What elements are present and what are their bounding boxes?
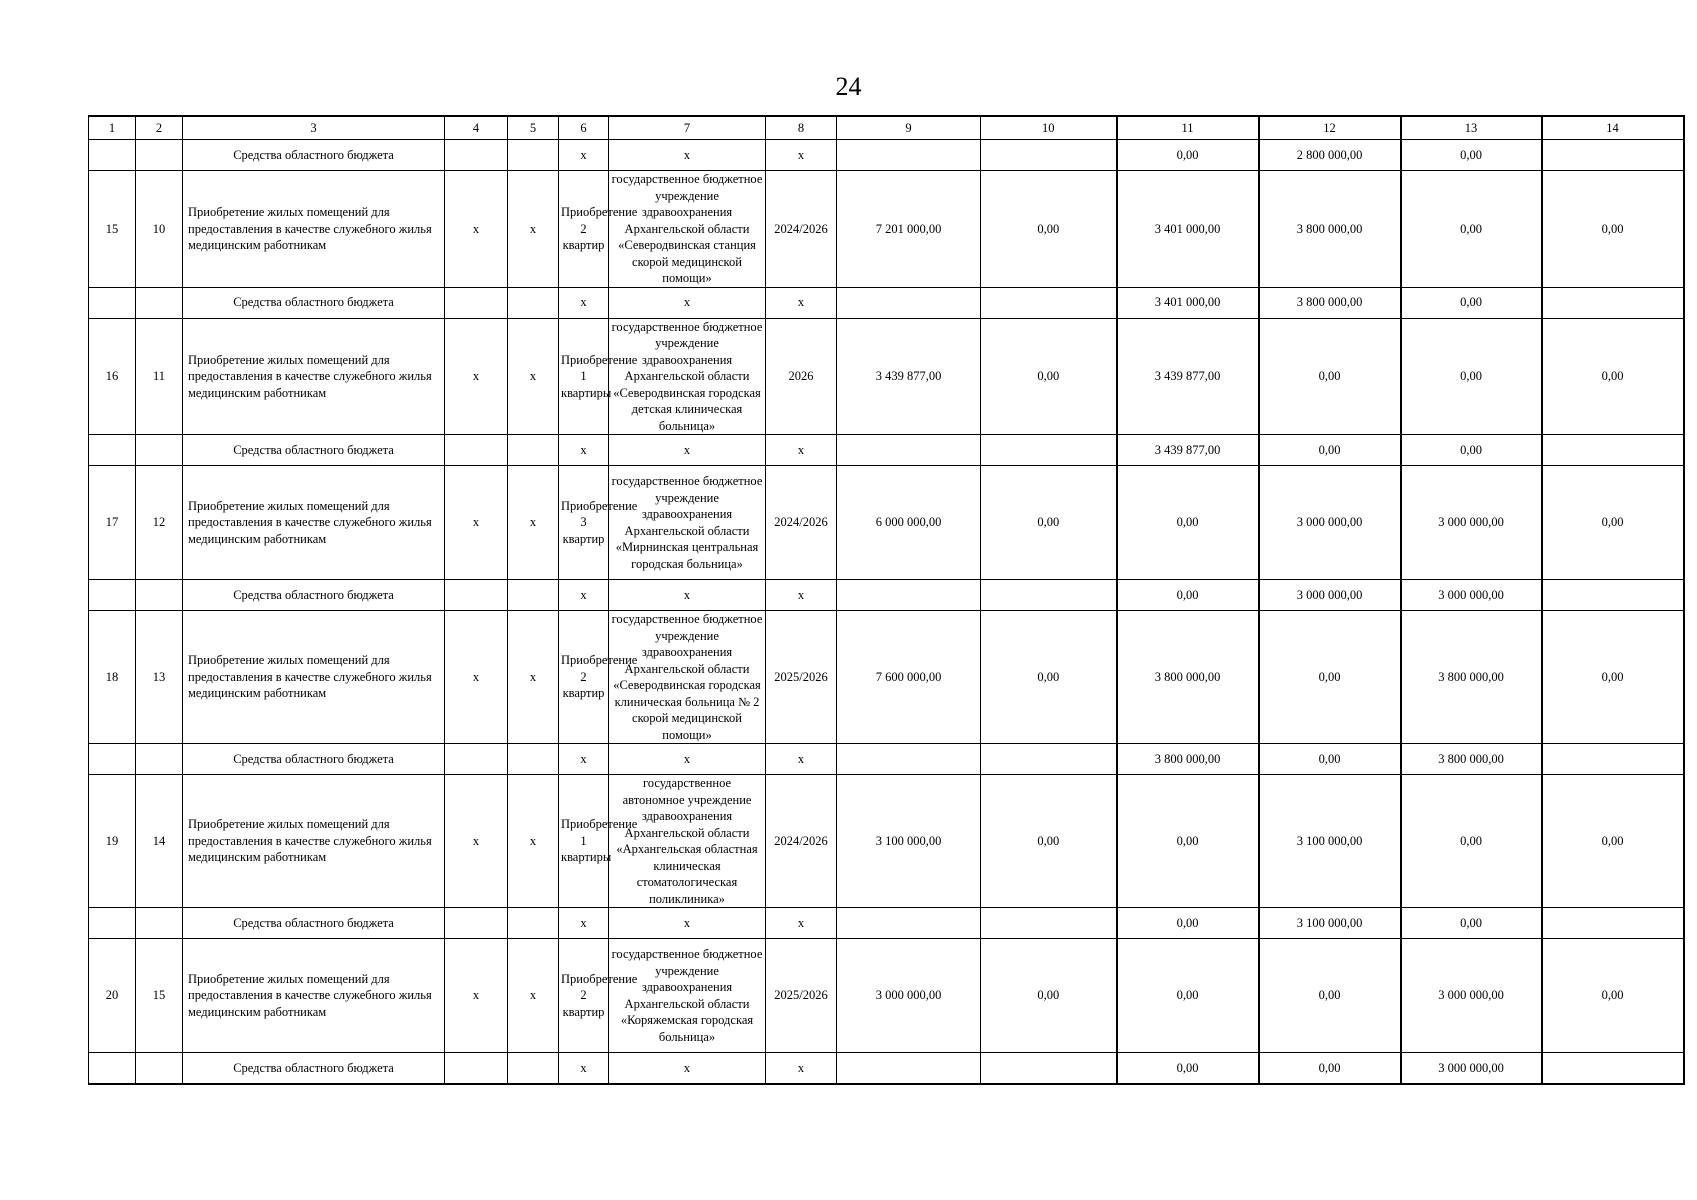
amount-2026-cell: 3 000 000,00 — [1401, 580, 1542, 611]
col14-cell — [1542, 1053, 1684, 1085]
table-row — [89, 939, 1684, 1053]
item-name-cell: Средства областного бюджета — [183, 435, 445, 466]
table-body — [89, 116, 1684, 1084]
item-number-cell — [136, 908, 183, 939]
col10-cell — [981, 140, 1117, 171]
col14-cell — [1542, 435, 1684, 466]
period-cell: 2026 — [766, 318, 837, 435]
col10-cell: 0,00 — [981, 466, 1117, 580]
row-number-cell — [89, 287, 136, 318]
row-number-cell — [89, 1053, 136, 1085]
amount-2024-cell: 0,00 — [1117, 580, 1259, 611]
amount-2025-cell: 3 000 000,00 — [1259, 580, 1401, 611]
header-cell: 8 — [766, 116, 837, 140]
purpose-cell: х — [559, 580, 609, 611]
item-name-cell: Приобретение жилых помещений для предоставления в качестве служебного жилья медицинским работникам — [183, 775, 445, 908]
col4-cell — [445, 287, 508, 318]
purpose-cell: Приобретение 2 квартир — [559, 171, 609, 288]
col10-cell: 0,00 — [981, 939, 1117, 1053]
row-number-cell — [89, 744, 136, 775]
purpose-cell: х — [559, 140, 609, 171]
col5-cell: х — [508, 611, 559, 744]
total-cell: 7 600 000,00 — [837, 611, 981, 744]
amount-2024-cell: 3 439 877,00 — [1117, 435, 1259, 466]
col5-cell — [508, 580, 559, 611]
total-cell: 3 100 000,00 — [837, 775, 981, 908]
institution-cell: государственное бюджетное учреждение здравоохранения Архангельской области «Коряжемская городская больница» — [609, 939, 766, 1053]
purpose-cell: Приобретение 3 квартир — [559, 466, 609, 580]
row-number-cell: 20 — [89, 939, 136, 1053]
institution-cell: х — [609, 435, 766, 466]
total-cell: 7 201 000,00 — [837, 171, 981, 288]
amount-2024-cell: 3 439 877,00 — [1117, 318, 1259, 435]
col4-cell — [445, 435, 508, 466]
col5-cell: х — [508, 775, 559, 908]
purpose-cell: х — [559, 1053, 609, 1085]
amount-2025-cell: 2 800 000,00 — [1259, 140, 1401, 171]
table-row — [89, 318, 1684, 435]
amount-2024-cell: 3 800 000,00 — [1117, 611, 1259, 744]
row-number-cell — [89, 435, 136, 466]
col14-cell — [1542, 580, 1684, 611]
institution-cell: х — [609, 1053, 766, 1085]
col4-cell: х — [445, 611, 508, 744]
total-cell — [837, 580, 981, 611]
purpose-cell: Приобретение 1 квартиры — [559, 775, 609, 908]
item-number-cell: 11 — [136, 318, 183, 435]
amount-2024-cell: 0,00 — [1117, 466, 1259, 580]
col10-cell — [981, 580, 1117, 611]
row-number-cell — [89, 140, 136, 171]
item-number-cell: 12 — [136, 466, 183, 580]
subtotal-row — [89, 744, 1684, 775]
table-row — [89, 171, 1684, 288]
row-number-cell — [89, 908, 136, 939]
item-number-cell — [136, 580, 183, 611]
col5-cell — [508, 140, 559, 171]
col5-cell — [508, 744, 559, 775]
row-number-cell: 15 — [89, 171, 136, 288]
page-number: 24 — [835, 72, 862, 101]
col10-cell — [981, 287, 1117, 318]
item-name-cell: Приобретение жилых помещений для предоставления в качестве служебного жилья медицинским работникам — [183, 318, 445, 435]
amount-2025-cell: 0,00 — [1259, 611, 1401, 744]
amount-2026-cell: 3 000 000,00 — [1401, 466, 1542, 580]
institution-cell: х — [609, 744, 766, 775]
amount-2025-cell: 0,00 — [1259, 1053, 1401, 1085]
amount-2026-cell: 3 800 000,00 — [1401, 611, 1542, 744]
col5-cell — [508, 908, 559, 939]
col14-cell: 0,00 — [1542, 466, 1684, 580]
col4-cell — [445, 908, 508, 939]
total-cell: 3 439 877,00 — [837, 318, 981, 435]
col14-cell — [1542, 744, 1684, 775]
item-number-cell — [136, 140, 183, 171]
header-cell: 9 — [837, 116, 981, 140]
subtotal-row — [89, 580, 1684, 611]
period-cell: х — [766, 287, 837, 318]
col4-cell — [445, 140, 508, 171]
amount-2026-cell: 3 000 000,00 — [1401, 939, 1542, 1053]
purpose-cell: х — [559, 908, 609, 939]
period-cell: х — [766, 140, 837, 171]
amount-2024-cell: 0,00 — [1117, 775, 1259, 908]
header-cell: 5 — [508, 116, 559, 140]
institution-cell: государственное бюджетное учреждение здравоохранения Архангельской области «Мирнинская центральная городская больница» — [609, 466, 766, 580]
purpose-cell: х — [559, 744, 609, 775]
amount-2026-cell: 3 000 000,00 — [1401, 1053, 1542, 1085]
item-name-cell: Приобретение жилых помещений для предоставления в качестве служебного жилья медицинским работникам — [183, 466, 445, 580]
amount-2026-cell: 0,00 — [1401, 775, 1542, 908]
col4-cell: х — [445, 171, 508, 288]
amount-2025-cell: 3 100 000,00 — [1259, 908, 1401, 939]
col14-cell — [1542, 908, 1684, 939]
amount-2026-cell: 0,00 — [1401, 318, 1542, 435]
row-number-cell: 17 — [89, 466, 136, 580]
period-cell: х — [766, 908, 837, 939]
table-row — [89, 466, 1684, 580]
col14-cell: 0,00 — [1542, 171, 1684, 288]
table-row — [89, 611, 1684, 744]
amount-2024-cell: 3 401 000,00 — [1117, 287, 1259, 318]
header-cell: 13 — [1401, 116, 1542, 140]
col10-cell — [981, 744, 1117, 775]
header-cell: 4 — [445, 116, 508, 140]
amount-2024-cell: 0,00 — [1117, 140, 1259, 171]
col5-cell — [508, 287, 559, 318]
purpose-cell: Приобретение 1 квартиры — [559, 318, 609, 435]
amount-2026-cell: 0,00 — [1401, 171, 1542, 288]
item-number-cell: 10 — [136, 171, 183, 288]
amount-2025-cell: 0,00 — [1259, 435, 1401, 466]
col4-cell: х — [445, 775, 508, 908]
institution-cell: х — [609, 140, 766, 171]
col5-cell: х — [508, 939, 559, 1053]
item-name-cell: Средства областного бюджета — [183, 287, 445, 318]
col5-cell — [508, 1053, 559, 1085]
item-name-cell: Приобретение жилых помещений для предоставления в качестве служебного жилья медицинским работникам — [183, 611, 445, 744]
total-cell — [837, 744, 981, 775]
period-cell: 2024/2026 — [766, 171, 837, 288]
amount-2024-cell: 3 800 000,00 — [1117, 744, 1259, 775]
amount-2024-cell: 3 401 000,00 — [1117, 171, 1259, 288]
total-cell: 6 000 000,00 — [837, 466, 981, 580]
institution-cell: государственное бюджетное учреждение здравоохранения Архангельской области «Северодвинская станция скорой медицинской помощи» — [609, 171, 766, 288]
total-cell: 3 000 000,00 — [837, 939, 981, 1053]
amount-2026-cell: 0,00 — [1401, 287, 1542, 318]
total-cell — [837, 287, 981, 318]
purpose-cell: х — [559, 287, 609, 318]
item-number-cell — [136, 287, 183, 318]
institution-cell: государственное бюджетное учреждение здравоохранения Архангельской области «Северодвинская городская детская клиническая больница» — [609, 318, 766, 435]
row-number-cell: 19 — [89, 775, 136, 908]
period-cell: 2025/2026 — [766, 939, 837, 1053]
col14-cell: 0,00 — [1542, 939, 1684, 1053]
amount-2026-cell: 0,00 — [1401, 140, 1542, 171]
total-cell — [837, 1053, 981, 1085]
amount-2025-cell: 3 800 000,00 — [1259, 171, 1401, 288]
amount-2026-cell: 0,00 — [1401, 908, 1542, 939]
col4-cell — [445, 580, 508, 611]
period-cell: х — [766, 1053, 837, 1085]
item-name-cell: Средства областного бюджета — [183, 908, 445, 939]
header-cell: 3 — [183, 116, 445, 140]
col4-cell: х — [445, 318, 508, 435]
col5-cell: х — [508, 466, 559, 580]
amount-2025-cell: 0,00 — [1259, 744, 1401, 775]
period-cell: х — [766, 744, 837, 775]
amount-2025-cell: 3 100 000,00 — [1259, 775, 1401, 908]
total-cell — [837, 140, 981, 171]
amount-2026-cell: 3 800 000,00 — [1401, 744, 1542, 775]
subtotal-row — [89, 1053, 1684, 1085]
header-cell: 10 — [981, 116, 1117, 140]
col4-cell: х — [445, 939, 508, 1053]
subtotal-row — [89, 287, 1684, 318]
header-cell: 11 — [1117, 116, 1259, 140]
col10-cell — [981, 1053, 1117, 1085]
institution-cell: х — [609, 908, 766, 939]
item-name-cell: Средства областного бюджета — [183, 140, 445, 171]
purpose-cell: Приобретение 2 квартир — [559, 939, 609, 1053]
item-number-cell: 15 — [136, 939, 183, 1053]
item-name-cell: Приобретение жилых помещений для предоставления в качестве служебного жилья медицинским работникам — [183, 171, 445, 288]
period-cell: х — [766, 580, 837, 611]
total-cell — [837, 435, 981, 466]
subtotal-row — [89, 908, 1684, 939]
col5-cell: х — [508, 171, 559, 288]
amount-2025-cell: 3 000 000,00 — [1259, 466, 1401, 580]
col4-cell — [445, 744, 508, 775]
col10-cell — [981, 435, 1117, 466]
amount-2025-cell: 3 800 000,00 — [1259, 287, 1401, 318]
col5-cell: х — [508, 318, 559, 435]
header-row — [89, 116, 1684, 140]
subtotal-row — [89, 435, 1684, 466]
amount-2025-cell: 0,00 — [1259, 939, 1401, 1053]
item-number-cell — [136, 1053, 183, 1085]
institution-cell: государственное бюджетное учреждение здравоохранения Архангельской области «Северодвинская городская клиническая больница № 2 скорой медицинской помощи» — [609, 611, 766, 744]
period-cell: х — [766, 435, 837, 466]
institution-cell: х — [609, 580, 766, 611]
institution-cell: х — [609, 287, 766, 318]
item-number-cell — [136, 435, 183, 466]
item-number-cell — [136, 744, 183, 775]
table-row — [89, 775, 1684, 908]
total-cell — [837, 908, 981, 939]
item-number-cell: 13 — [136, 611, 183, 744]
col14-cell — [1542, 140, 1684, 171]
amount-2024-cell: 0,00 — [1117, 908, 1259, 939]
col14-cell — [1542, 287, 1684, 318]
header-cell: 14 — [1542, 116, 1684, 140]
col4-cell — [445, 1053, 508, 1085]
header-cell: 12 — [1259, 116, 1401, 140]
purpose-cell: х — [559, 435, 609, 466]
period-cell: 2024/2026 — [766, 466, 837, 580]
col14-cell: 0,00 — [1542, 611, 1684, 744]
row-number-cell: 18 — [89, 611, 136, 744]
item-name-cell: Средства областного бюджета — [183, 744, 445, 775]
purpose-cell: Приобретение 2 квартир — [559, 611, 609, 744]
col10-cell: 0,00 — [981, 318, 1117, 435]
header-cell: 2 — [136, 116, 183, 140]
budget-table — [88, 115, 1685, 1085]
institution-cell: государственное автономное учреждение здравоохранения Архангельской области «Архангельская областная клиническая стоматологическая поликлиника» — [609, 775, 766, 908]
item-name-cell: Средства областного бюджета — [183, 580, 445, 611]
col10-cell — [981, 908, 1117, 939]
header-cell: 6 — [559, 116, 609, 140]
item-number-cell: 14 — [136, 775, 183, 908]
amount-2025-cell: 0,00 — [1259, 318, 1401, 435]
row-number-cell — [89, 580, 136, 611]
amount-2026-cell: 0,00 — [1401, 435, 1542, 466]
col10-cell: 0,00 — [981, 171, 1117, 288]
col10-cell: 0,00 — [981, 775, 1117, 908]
period-cell: 2024/2026 — [766, 775, 837, 908]
col5-cell — [508, 435, 559, 466]
col14-cell: 0,00 — [1542, 775, 1684, 908]
period-cell: 2025/2026 — [766, 611, 837, 744]
col4-cell: х — [445, 466, 508, 580]
item-name-cell: Средства областного бюджета — [183, 1053, 445, 1085]
amount-2024-cell: 0,00 — [1117, 939, 1259, 1053]
header-cell: 1 — [89, 116, 136, 140]
subtotal-row — [89, 140, 1684, 171]
amount-2024-cell: 0,00 — [1117, 1053, 1259, 1085]
row-number-cell: 16 — [89, 318, 136, 435]
col10-cell: 0,00 — [981, 611, 1117, 744]
col14-cell: 0,00 — [1542, 318, 1684, 435]
header-cell: 7 — [609, 116, 766, 140]
item-name-cell: Приобретение жилых помещений для предоставления в качестве служебного жилья медицинским работникам — [183, 939, 445, 1053]
